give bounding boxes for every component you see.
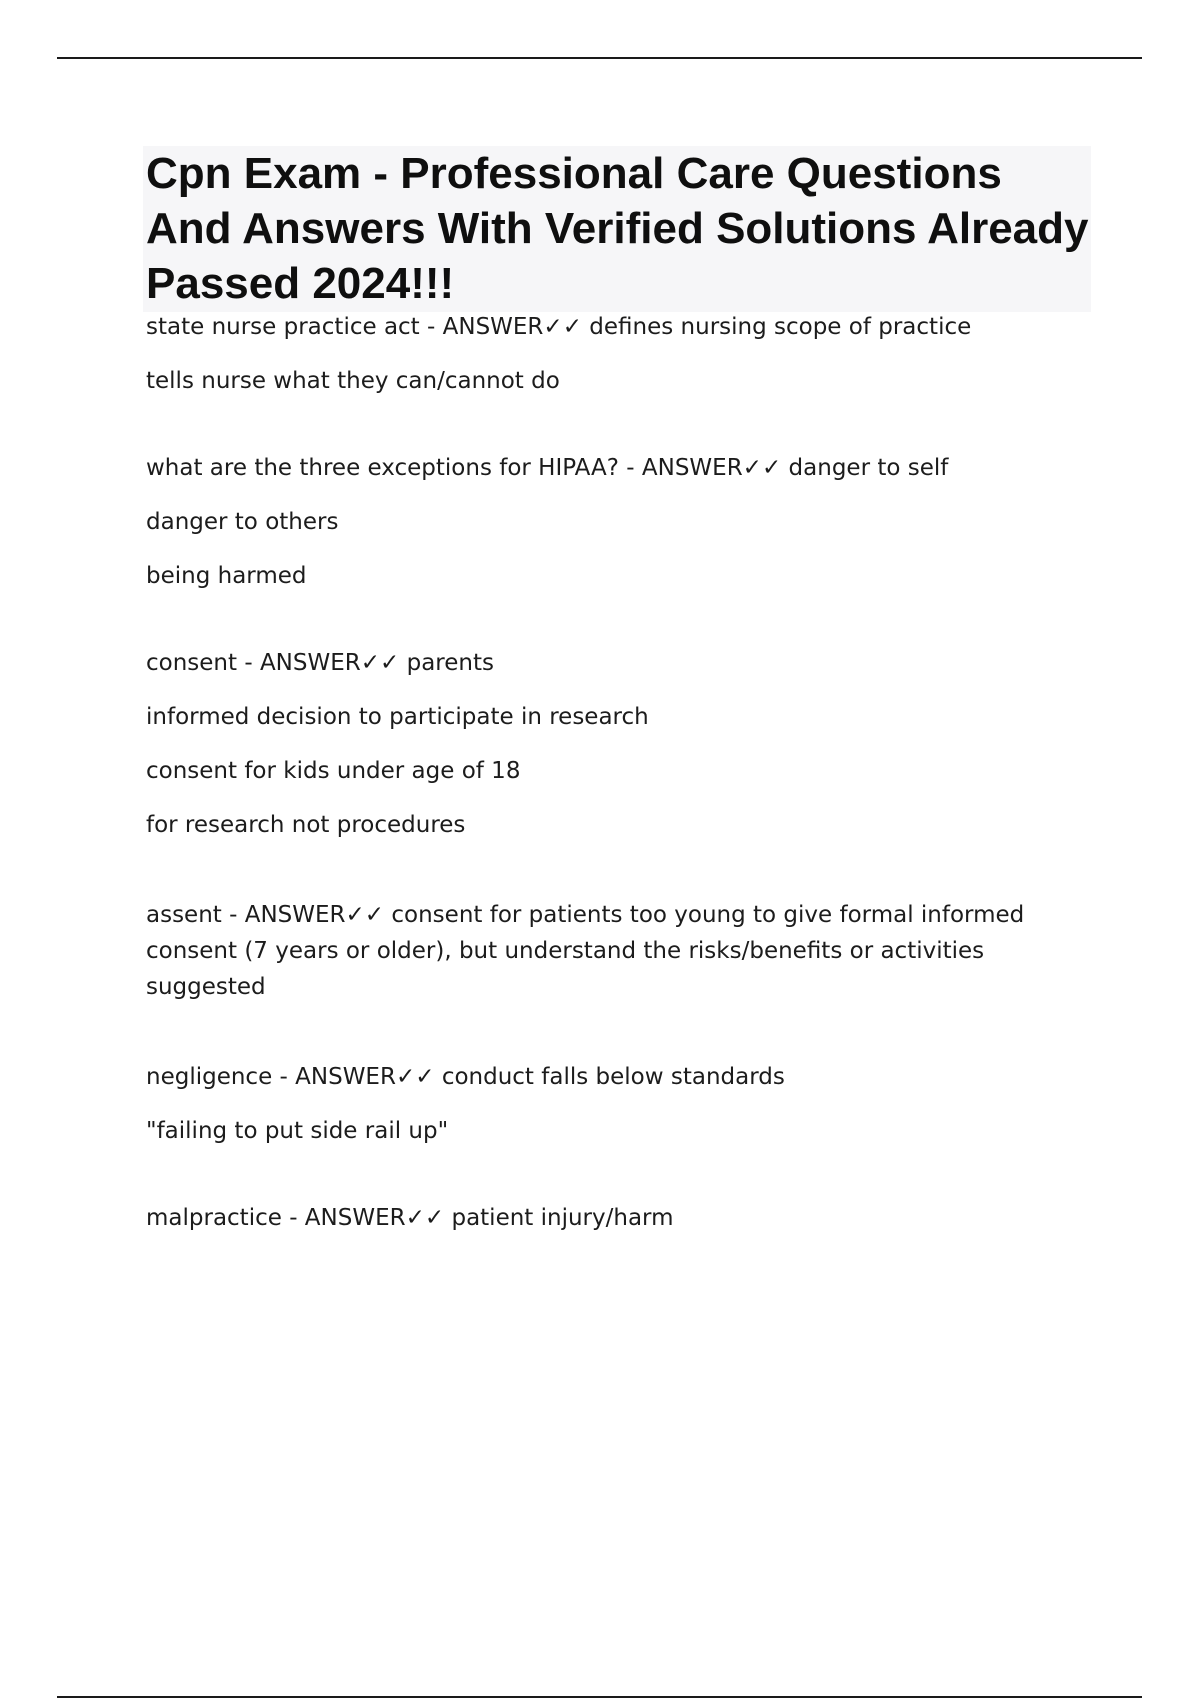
answer-line: danger to others — [146, 509, 339, 535]
qa-list — [146, 312, 1066, 1290]
answer-text: danger to self — [788, 455, 949, 481]
answer-marker: - ANSWER✓✓ — [272, 1064, 442, 1090]
answer-text: defines nursing scope of practice — [589, 314, 972, 340]
answer-marker: - ANSWER✓✓ — [221, 902, 392, 928]
question-line — [146, 312, 1066, 342]
question-term: consent — [146, 650, 238, 676]
answer-marker: - ANSWER✓✓ — [281, 1205, 452, 1231]
answer-line: informed decision to participate in research — [146, 704, 649, 730]
answer-text: parents — [406, 650, 494, 676]
answer-line: "failing to put side rail up" — [146, 1118, 449, 1144]
answer-line: tells nurse what they can/cannot do — [146, 368, 560, 394]
answer-text: conduct falls below standards — [441, 1064, 785, 1090]
question-line — [146, 1203, 1066, 1233]
answer-text: patient injury/harm — [451, 1205, 674, 1231]
question-line — [146, 453, 1066, 483]
answer-marker: - ANSWER✓✓ — [618, 455, 789, 481]
question-line — [146, 648, 1066, 678]
qa-entry — [146, 312, 1066, 396]
qa-entry — [146, 1062, 1066, 1146]
qa-entry — [146, 648, 1066, 840]
question-term: assent — [146, 902, 222, 928]
question-line — [146, 897, 1046, 1005]
question-term: state nurse practice act — [146, 314, 420, 340]
title-block — [143, 146, 1091, 312]
qa-entry — [146, 897, 1066, 1005]
question-term: what are the three exceptions for HIPAA? — [146, 455, 619, 481]
answer-line: being harmed — [146, 563, 307, 589]
answer-line: for research not procedures — [146, 812, 466, 838]
qa-entry — [146, 453, 1066, 591]
answer-marker: - ANSWER✓✓ — [237, 650, 407, 676]
question-line — [146, 1062, 1066, 1092]
question-term: malpractice — [146, 1205, 282, 1231]
document-title: Cpn Exam - Professional Care Questions And Answers With Verified Solutions Already Passed 2024!!! — [146, 149, 1089, 308]
footer-rule — [57, 1696, 1142, 1698]
answer-line: consent for kids under age of 18 — [146, 758, 521, 784]
answer-marker: - ANSWER✓✓ — [419, 314, 590, 340]
answer-text: consent for patients too young to give formal informed consent (7 years or older), but understand the risks/benefits or activities suggested — [146, 902, 1025, 1000]
qa-entry — [146, 1203, 1066, 1233]
question-term: negligence — [146, 1064, 273, 1090]
header-rule — [57, 57, 1142, 59]
